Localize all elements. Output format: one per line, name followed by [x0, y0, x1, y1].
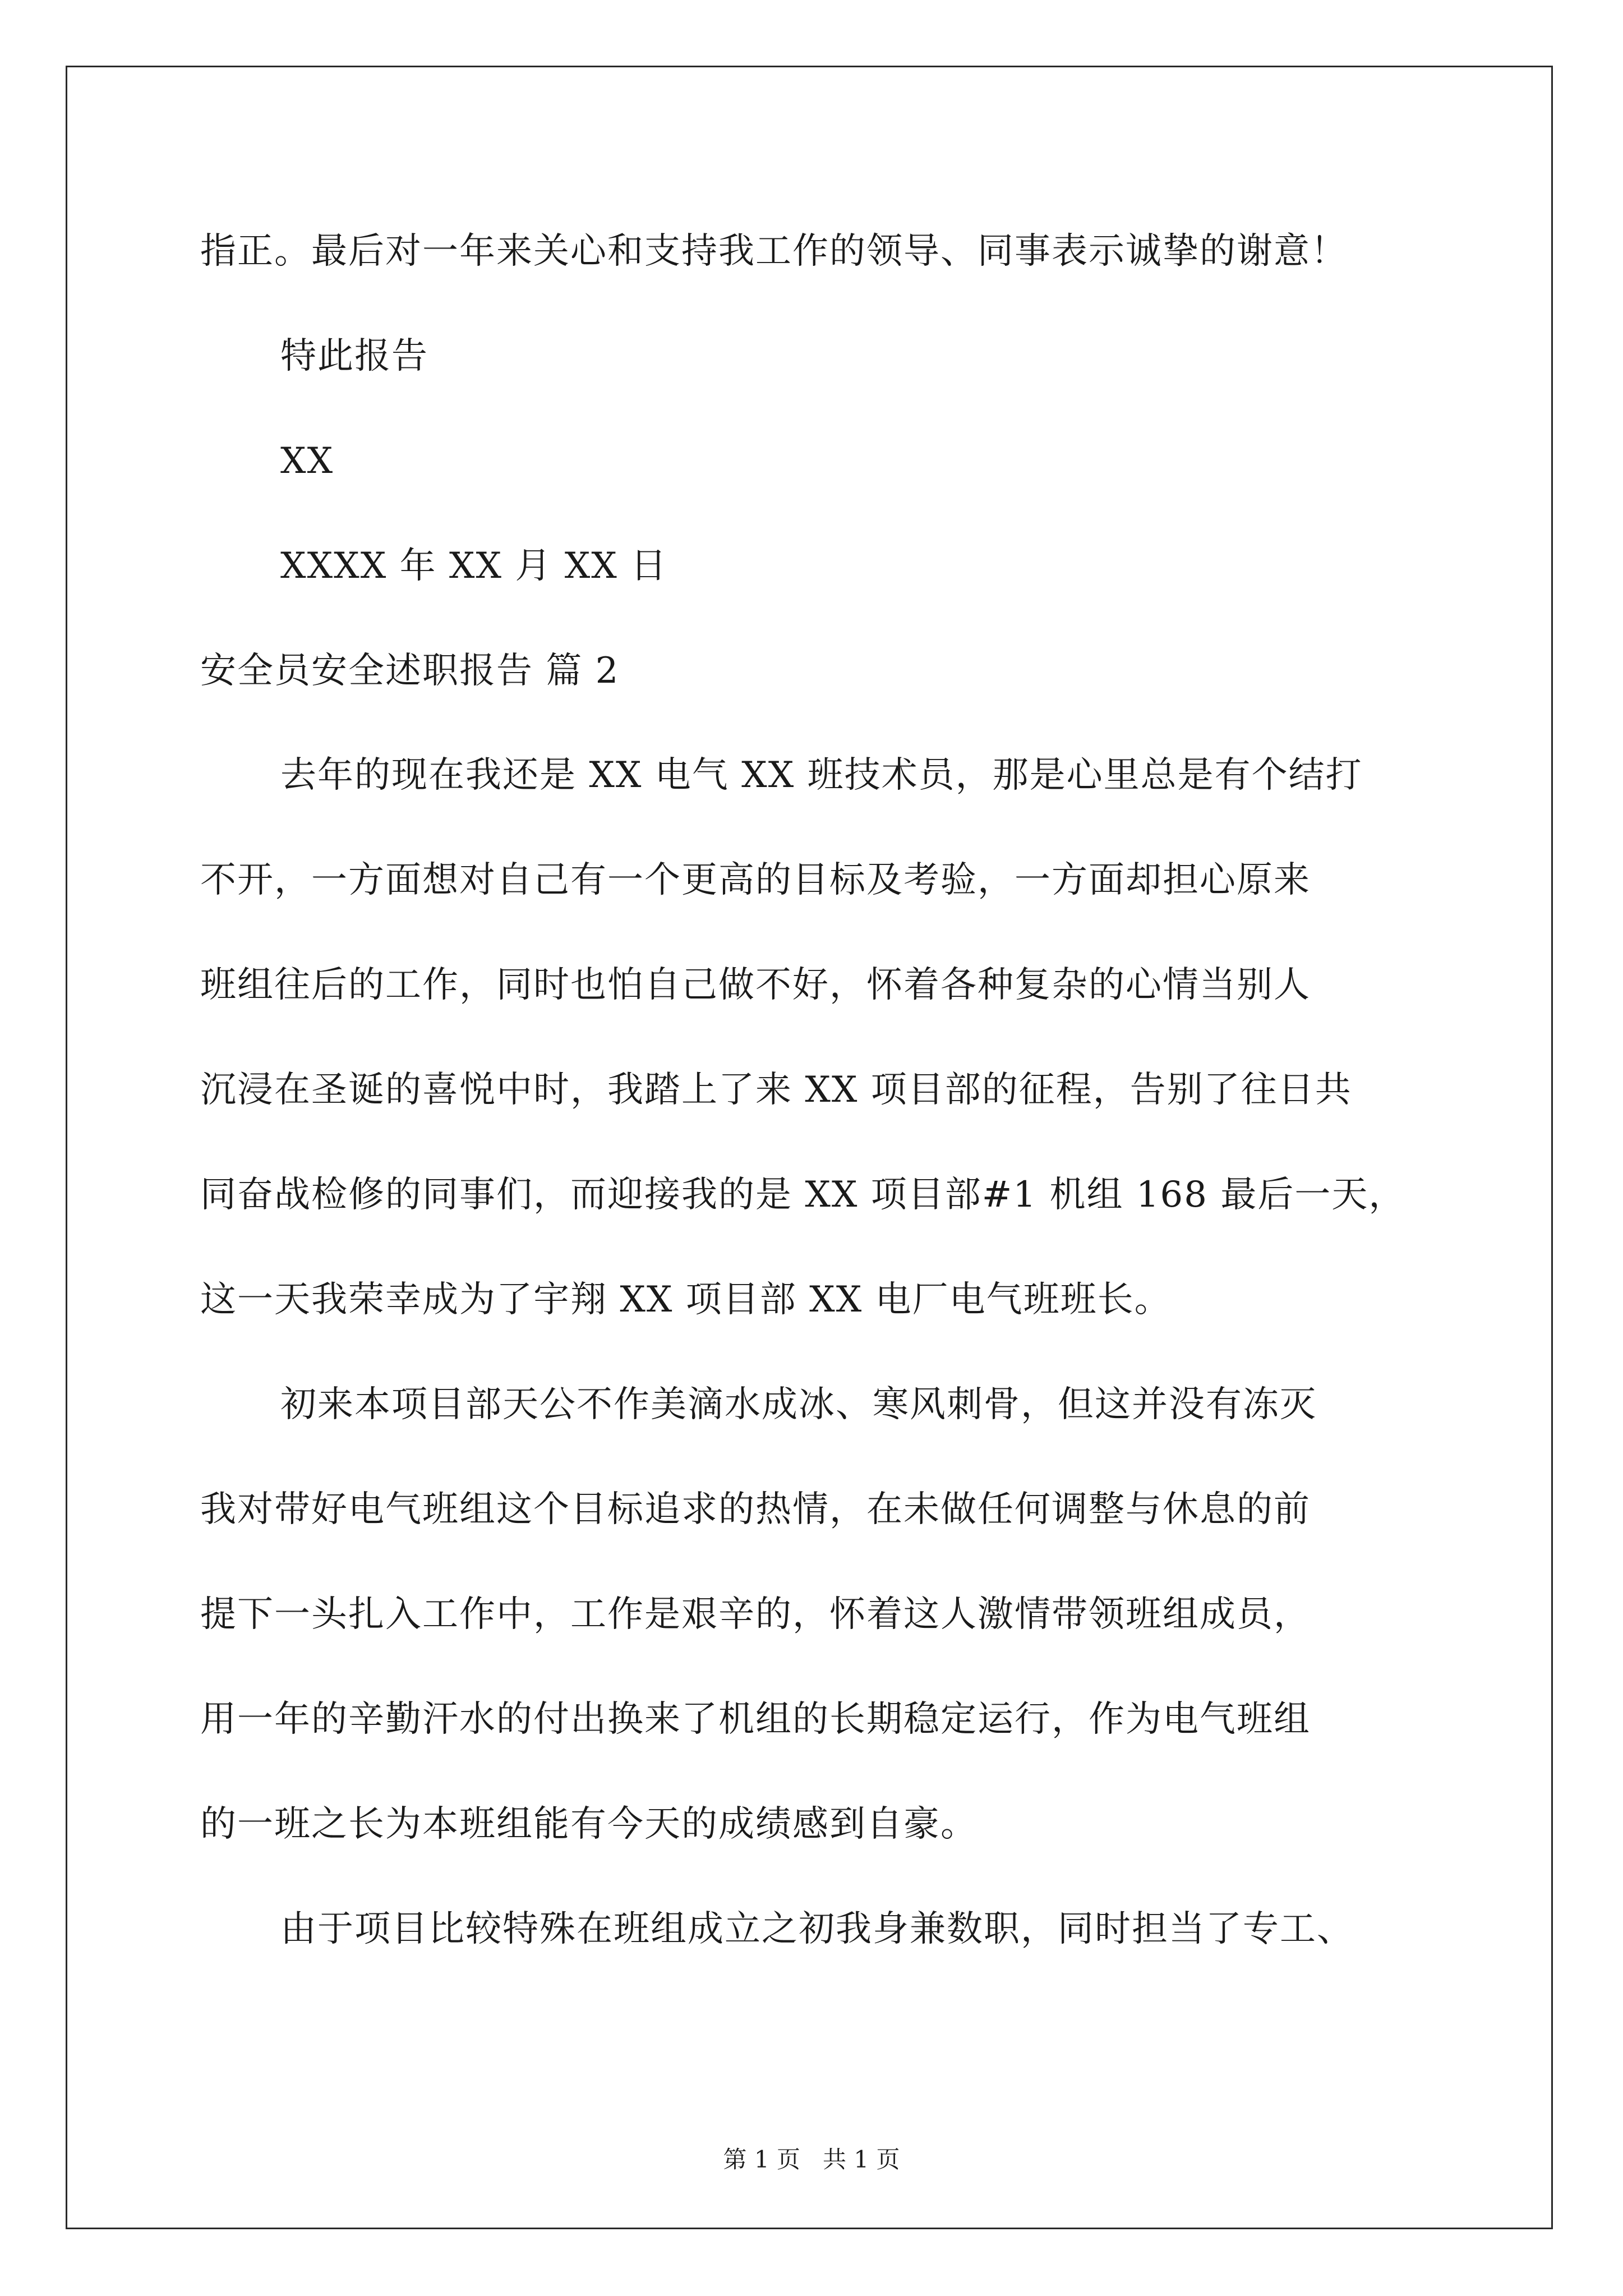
- paragraph-line: 去年的现在我还是 XX 电气 XX 班技术员，那是心里总是有个结打: [280, 754, 1363, 796]
- signature-name: XX: [280, 440, 334, 482]
- paragraph-line: 的一班之长为本班组能有今天的成绩感到自豪。: [200, 1803, 978, 1845]
- paragraph-line: 班组往后的工作，同时也怕自己做不好，怀着各种复杂的心情当别人: [200, 964, 1311, 1006]
- paragraph-line: 用一年的辛勤汗水的付出换来了机组的长期稳定运行，作为电气班组: [200, 1699, 1311, 1740]
- paragraph-line: 指正。最后对一年来关心和支持我工作的领导、同事表示诚挚的谢意！: [200, 231, 1348, 272]
- paragraph-line: 由于项目比较特殊在班组成立之初我身兼数职，同时担当了专工、: [280, 1908, 1354, 1950]
- closing-line: 特此报告: [280, 335, 428, 377]
- paragraph-line: 不开，一方面想对自己有一个更高的目标及考验，一方面却担心原来: [200, 859, 1311, 901]
- page-number-footer: 第 1 页 共 1 页: [723, 2146, 900, 2173]
- signature-date: XXXX 年 XX 月 XX 日: [280, 545, 668, 587]
- paragraph-line: 初来本项目部天公不作美滴水成冰、寒风刺骨，但这并没有冻灭: [280, 1384, 1317, 1425]
- paragraph-line: 提下一头扎入工作中，工作是艰辛的，怀着这人激情带领班组成员，: [200, 1594, 1311, 1635]
- paragraph-line: 同奋战检修的同事们，而迎接我的是 XX 项目部#1 机组 168 最后一天，: [200, 1174, 1406, 1216]
- paragraph-line: 我对带好电气班组这个目标追求的热情，在未做任何调整与休息的前: [200, 1489, 1311, 1530]
- paragraph-line: 这一天我荣幸成为了宇翔 XX 项目部 XX 电厂电气班班长。: [200, 1279, 1172, 1320]
- paragraph-line: 沉浸在圣诞的喜悦中时，我踏上了来 XX 项目部的征程，告别了往日共: [200, 1069, 1352, 1111]
- section-heading: 安全员安全述职报告 篇 2: [200, 650, 620, 692]
